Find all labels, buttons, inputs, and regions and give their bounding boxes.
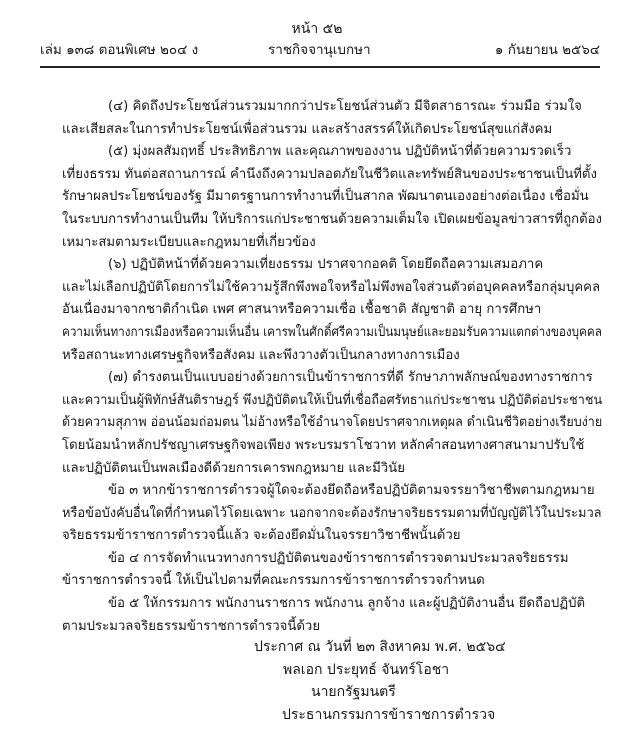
document-body bbox=[62, 96, 602, 638]
header-rule bbox=[40, 66, 600, 68]
clause-7 bbox=[62, 367, 602, 480]
announcement-date: ประกาศ ณ วันที่ ๒๓ สิงหาคม พ.ศ. ๒๕๖๔ bbox=[254, 639, 506, 655]
text-line: และเสียสละในการทำประโยชน์เพื่อส่วนรวม และสร้างสรรค์ให้เกิดประโยชน์สุขแก่สังคม bbox=[62, 121, 553, 137]
signatory-name: พลเอก ประยุทธ์ จันทร์โอชา bbox=[283, 662, 450, 678]
text-line: ข้อ ๔ การจัดทำแนวทางการปฏิบัติตนของข้าราชการตำรวจตามประมวลจริยธรรม bbox=[108, 550, 569, 566]
text-line: อันเนื่องมาจากชาติกำเนิด เพศ ศาสนาหรือความเชื่อ เชื้อชาติ สัญชาติ อายุ การศึกษา bbox=[62, 302, 542, 318]
text-line: (๖) ปฏิบัติหน้าที่ด้วยความเที่ยงธรรม ปราศจากอคติ โดยยึดถือความเสมอภาค bbox=[108, 257, 544, 273]
text-line: โดยน้อมนำหลักปรัชญาเศรษฐกิจพอเพียง พระบรมราโชวาท หลักคำสอนทางศาสนามาปรับใช้ bbox=[62, 437, 585, 453]
article-5 bbox=[62, 593, 602, 638]
article-3 bbox=[62, 480, 602, 548]
article-4 bbox=[62, 548, 602, 593]
text-line: ความเห็นทางการเมืองหรือความเห็นอื่น เคารพในศักดิ์ศรีความเป็นมนุษย์และยอมรับความแตกต่างของบุคคล bbox=[62, 324, 602, 340]
text-line: ด้วยความสุภาพ อ่อนน้อมถ่อมตน ไม่อ้างหรือใช้อำนาจโดยปราศจากเหตุผล ดำเนินชีวิตอย่างเรียบง่าย bbox=[62, 415, 603, 431]
text-line: รักษาผลประโยชน์ของรัฐ มีมาตรฐานการทำงานที่เป็นสากล พัฒนาตนเองอย่างต่อเนื่อง เชื่อมั่น bbox=[62, 189, 589, 205]
text-line: ในระบบการทำงานเป็นทีม ให้บริการแก่ประชาชนด้วยความเต็มใจ เปิดเผยข้อมูลข่าวสารที่ถูกต้อง bbox=[62, 211, 602, 227]
signatory-title: นายกรัฐมนตรี bbox=[311, 684, 396, 700]
text-line: ตามประมวลจริยธรรมข้าราชการตำรวจนี้ด้วย bbox=[62, 618, 321, 634]
clause-5 bbox=[62, 141, 602, 254]
text-line: (๕) มุ่งผลสัมฤทธิ์ ประสิทธิภาพ และคุณภาพของงาน ปฏิบัติหน้าที่ด้วยความรวดเร็ว bbox=[108, 144, 572, 160]
text-line: ข้าราชการตำรวจนี้ ให้เป็นไปตามที่คณะกรรมการข้าราชการตำรวจกำหนด bbox=[62, 573, 485, 589]
publication-name: ราชกิจจานุเบกษา bbox=[268, 42, 371, 58]
page-number: หน้า ๕๒ bbox=[291, 21, 343, 37]
text-line: จริยธรรมข้าราชการตำรวจนี้แล้ว จะต้องยึดมั่นในจรรยาวิชาชีพนั้นด้วย bbox=[62, 528, 461, 544]
text-line: เหมาะสมตามระเบียบและกฎหมายที่เกี่ยวข้อง bbox=[62, 234, 316, 250]
text-line: (๔) คิดถึงประโยชน์ส่วนรวมมากกว่าประโยชน์ส่วนตัว มีจิตสาธารณะ ร่วมมือ ร่วมใจ bbox=[108, 99, 582, 114]
text-line: ข้อ ๕ ให้กรรมการ พนักงานราชการ พนักงาน ลูกจ้าง และผู้ปฏิบัติงานอื่น ยึดถือปฏิบัติ bbox=[108, 596, 586, 612]
text-line: เที่ยงธรรม ทันต่อสถานการณ์ คำนึงถึงความปลอดภัยในชีวิตและทรัพย์สินของประชาชนเป็นที่ตั้ง bbox=[62, 166, 597, 182]
text-line: และไม่เลือกปฏิบัติโดยการไม่ใช้ความรู้สึกพึงพอใจหรือไม่พึงพอใจส่วนตัวต่อบุคคลหรือกลุ่มบุคคล bbox=[62, 279, 601, 295]
gazette-header bbox=[40, 38, 600, 58]
clause-4 bbox=[62, 96, 602, 141]
text-line: หรือข้อบังคับอื่นใดที่กำหนดไว้โดยเฉพาะ นอกจากจะต้องรักษาจริยธรรมตามที่บัญญัติไว้ในประมวล bbox=[62, 505, 602, 521]
text-line: ข้อ ๓ หากข้าราชการตำรวจผู้ใดจะต้องยึดถือหรือปฏิบัติตามจรรยาวิชาชีพตามกฎหมาย bbox=[108, 483, 595, 499]
clause-6 bbox=[62, 254, 602, 367]
text-line: หรือสถานะทางเศรษฐกิจหรือสังคม และพึงวางตัวเป็นกลางทางการเมือง bbox=[62, 347, 460, 363]
issue-info: เล่ม ๑๓๘ ตอนพิเศษ ๒๐๔ ง bbox=[40, 42, 199, 58]
text-line: และปฏิบัติตนเป็นพลเมืองดีด้วยการเคารพกฎหมาย และมีวินัย bbox=[62, 460, 405, 476]
signatory-title-2: ประธานกรรมการข้าราชการตำรวจ bbox=[282, 707, 496, 723]
text-line: (๗) ดำรงตนเป็นแบบอย่างด้วยการเป็นข้าราชการที่ดี รักษาภาพลักษณ์ของทางราชการ bbox=[108, 370, 593, 386]
text-line: และความเป็นผู้พิทักษ์สันติราษฎร์ พึงปฏิบัติตนให้เป็นที่เชื่อถือศรัทธาแก่ประชาชน ปฏิบัติต่อประชาชน bbox=[62, 392, 603, 408]
publication-date: ๑ กันยายน ๒๕๖๔ bbox=[494, 42, 600, 58]
